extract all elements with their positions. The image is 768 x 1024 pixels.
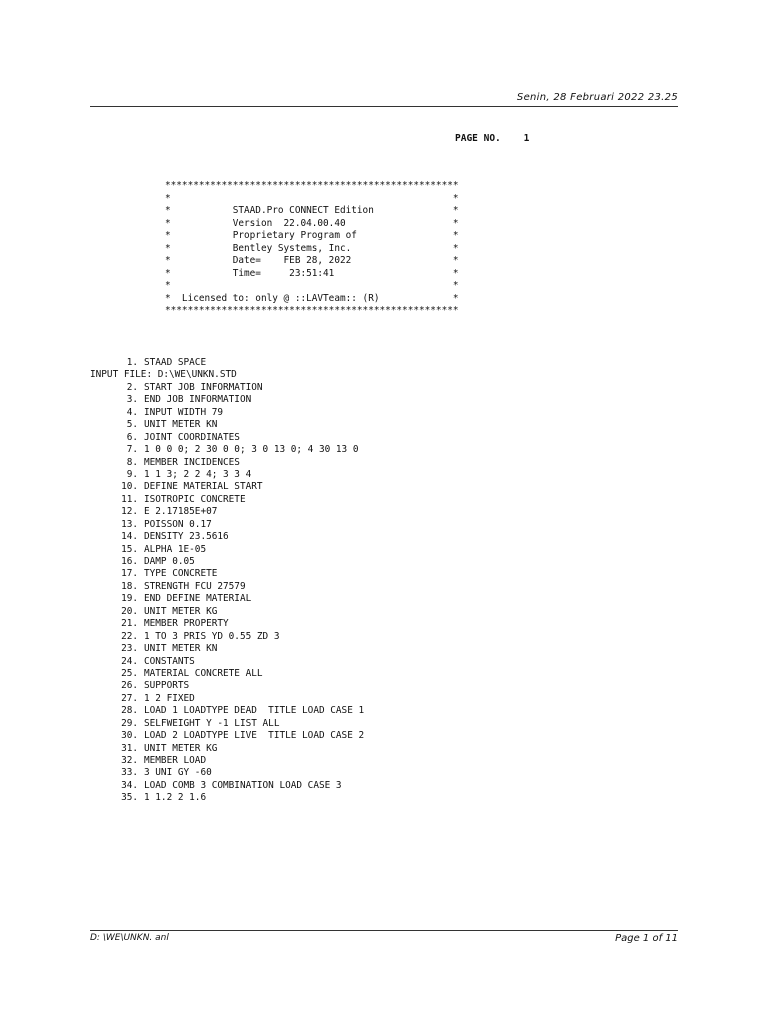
command-line <box>90 394 510 406</box>
command-text: E 2.17185E+07 <box>144 506 218 518</box>
footer-page-count: Page 1 of 11 <box>615 933 678 944</box>
command-line <box>90 407 510 419</box>
command-text: INPUT WIDTH 79 <box>144 406 224 418</box>
command-line <box>90 544 510 556</box>
line-number: 23. <box>121 643 138 655</box>
input-file-line: INPUT FILE: D:\WE\UNKN.STD <box>90 369 237 381</box>
header-divider <box>90 106 678 107</box>
command-text: MATERIAL CONCRETE ALL <box>144 667 263 679</box>
command-line <box>90 730 510 742</box>
command-line <box>90 631 510 643</box>
command-line <box>90 656 510 668</box>
command-text: UNIT METER KN <box>144 419 218 431</box>
line-number: 11. <box>121 493 138 505</box>
command-line <box>90 357 510 369</box>
line-number: 2. <box>126 381 138 393</box>
line-number: 28. <box>121 705 138 717</box>
banner-line: * Version 22.04.00.40 * <box>165 217 459 229</box>
command-line <box>90 693 510 705</box>
command-text: STAAD SPACE <box>144 357 207 368</box>
line-number: 27. <box>121 692 138 704</box>
line-number: 32. <box>121 755 138 766</box>
command-line <box>90 767 510 779</box>
program-banner <box>165 180 459 318</box>
command-text: SUPPORTS <box>144 680 190 692</box>
footer-file-path: D: \WE\UNKN. anl <box>90 933 169 943</box>
command-text: STRENGTH FCU 27579 <box>144 580 246 592</box>
line-number: 34. <box>121 779 138 791</box>
command-line <box>90 382 510 394</box>
banner-line: **************************************************** <box>165 305 459 316</box>
command-line <box>90 444 510 456</box>
command-line <box>90 568 510 580</box>
command-text: 1 1 3; 2 2 4; 3 3 4 <box>144 468 252 480</box>
command-line <box>90 755 510 767</box>
command-line <box>90 643 510 655</box>
line-number: 12. <box>121 506 138 518</box>
command-line <box>90 419 510 431</box>
line-number: 18. <box>121 580 138 592</box>
command-text: 1 0 0 0; 2 30 0 0; 3 0 13 0; 4 30 13 0 <box>144 444 359 456</box>
command-line <box>90 481 510 493</box>
page-number-label: PAGE NO. 1 <box>455 133 530 144</box>
command-line <box>90 680 510 692</box>
command-line <box>90 494 510 506</box>
line-number: 14. <box>121 531 138 543</box>
banner-line: * Time= 23:51:41 * <box>165 267 459 279</box>
command-line <box>90 668 510 680</box>
command-line <box>90 705 510 717</box>
line-number: 19. <box>121 593 138 605</box>
command-line <box>90 618 510 630</box>
command-text: UNIT METER KN <box>144 643 218 655</box>
line-number: 30. <box>121 730 138 742</box>
command-text: JOINT COORDINATES <box>144 431 240 443</box>
line-number: 4. <box>126 406 138 418</box>
input-command-listing <box>90 357 510 805</box>
line-number: 22. <box>121 630 138 642</box>
command-text: END DEFINE MATERIAL <box>144 593 252 605</box>
line-number: 10. <box>121 481 138 493</box>
line-number: 3. <box>126 394 138 406</box>
command-text: TYPE CONCRETE <box>144 568 218 580</box>
command-line <box>90 780 510 792</box>
line-number: 8. <box>126 456 138 468</box>
line-number: 7. <box>126 444 138 456</box>
command-text: UNIT METER KG <box>144 742 218 754</box>
command-line <box>90 556 510 568</box>
line-number: 35. <box>121 792 138 804</box>
line-number: 24. <box>121 655 138 667</box>
line-number: 9. <box>126 468 138 480</box>
banner-line: * Date= FEB 28, 2022 * <box>165 255 459 266</box>
command-line <box>90 743 510 755</box>
line-number: 5. <box>126 419 138 431</box>
command-line <box>90 519 510 531</box>
command-text: MEMBER PROPERTY <box>144 618 229 630</box>
banner-line: **************************************************** <box>165 180 459 191</box>
command-text: 3 UNI GY -60 <box>144 767 212 779</box>
banner-line: * Licensed to: only @ ::LAVTeam:: (R) * <box>165 292 459 304</box>
banner-line: * Proprietary Program of * <box>165 230 459 241</box>
header-timestamp: Senin, 28 Februari 2022 23.25 <box>516 92 678 103</box>
command-line <box>90 432 510 444</box>
command-text: UNIT METER KG <box>144 605 218 617</box>
banner-line: * STAAD.Pro CONNECT Edition * <box>165 205 459 216</box>
command-line <box>90 531 510 543</box>
command-text: START JOB INFORMATION <box>144 381 263 393</box>
command-text: END JOB INFORMATION <box>144 394 252 406</box>
command-text: ALPHA 1E-05 <box>144 543 207 555</box>
command-line <box>90 593 510 605</box>
command-text: ISOTROPIC CONCRETE <box>144 493 246 505</box>
banner-line: * * <box>165 192 459 204</box>
line-number: 29. <box>121 717 138 729</box>
line-number: 1. <box>126 357 138 368</box>
line-number: 31. <box>121 742 138 754</box>
command-text: LOAD 1 LOADTYPE DEAD TITLE LOAD CASE 1 <box>144 705 365 717</box>
footer-divider <box>90 930 678 931</box>
command-line <box>90 457 510 469</box>
banner-line: * * <box>165 280 459 291</box>
line-number: 21. <box>121 618 138 630</box>
command-text: 1 TO 3 PRIS YD 0.55 ZD 3 <box>144 630 280 642</box>
line-number: 16. <box>121 556 138 567</box>
line-number: 17. <box>121 568 138 580</box>
line-number: 15. <box>121 543 138 555</box>
line-number: 25. <box>121 667 138 679</box>
line-number: 6. <box>126 431 138 443</box>
command-line <box>90 792 510 804</box>
command-text: 1 1.2 2 1.6 <box>144 792 207 804</box>
command-text: DEFINE MATERIAL START <box>144 481 263 493</box>
command-line <box>90 469 510 481</box>
command-line <box>90 718 510 730</box>
command-text: LOAD COMB 3 COMBINATION LOAD CASE 3 <box>144 779 342 791</box>
command-line <box>90 506 510 518</box>
command-line <box>90 606 510 618</box>
command-text: 1 2 FIXED <box>144 692 195 704</box>
command-text: MEMBER LOAD <box>144 755 207 766</box>
command-text: POISSON 0.17 <box>144 518 212 530</box>
command-text: LOAD 2 LOADTYPE LIVE TITLE LOAD CASE 2 <box>144 730 365 742</box>
command-text: MEMBER INCIDENCES <box>144 456 240 468</box>
line-number: 20. <box>121 605 138 617</box>
command-line <box>90 581 510 593</box>
command-text: CONSTANTS <box>144 655 195 667</box>
command-text: DENSITY 23.5616 <box>144 531 229 543</box>
line-number: 13. <box>121 518 138 530</box>
command-text: DAMP 0.05 <box>144 556 195 567</box>
line-number: 33. <box>121 767 138 779</box>
banner-line: * Bentley Systems, Inc. * <box>165 242 459 254</box>
command-text: SELFWEIGHT Y -1 LIST ALL <box>144 717 280 729</box>
line-number: 26. <box>121 680 138 692</box>
